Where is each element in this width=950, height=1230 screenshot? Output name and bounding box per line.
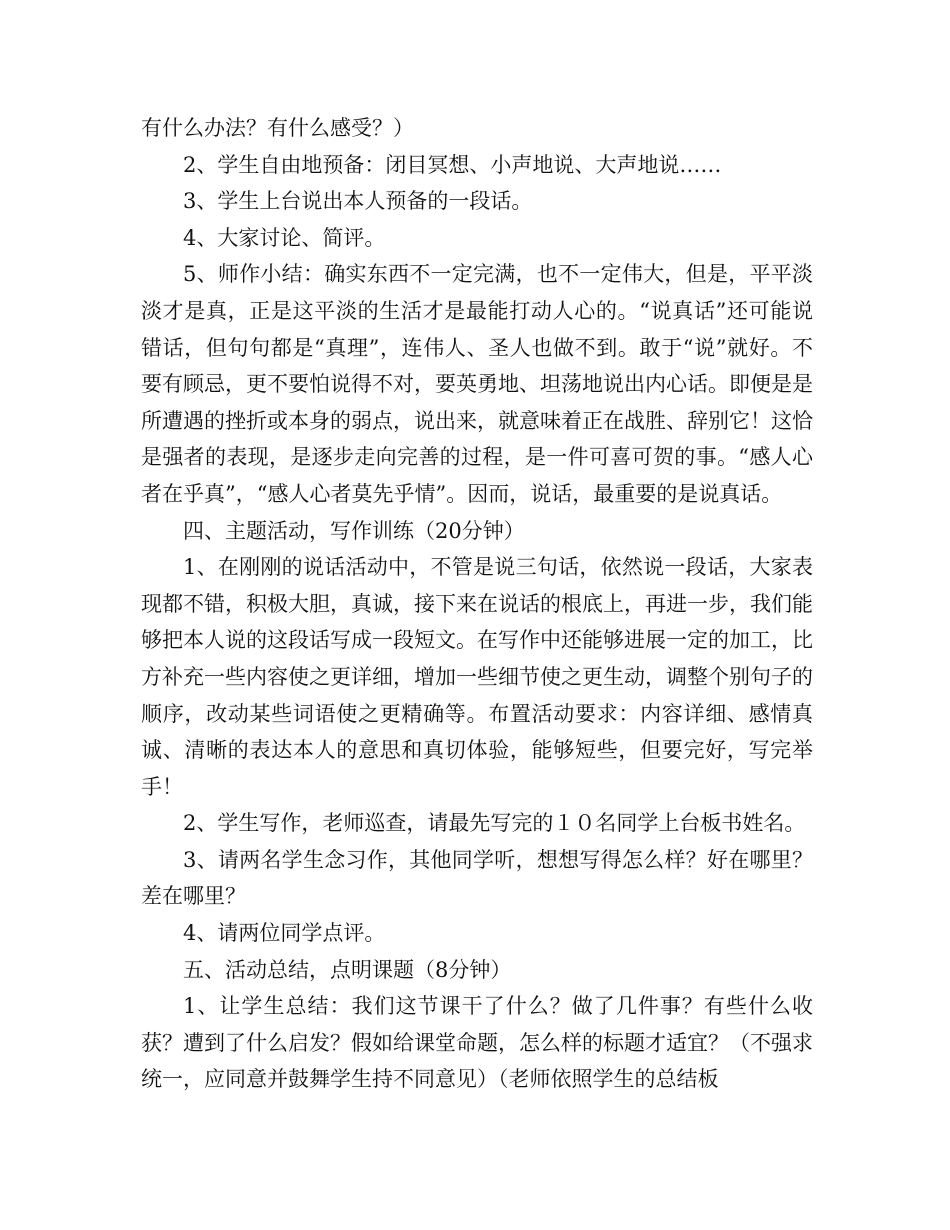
- section-heading-5: 五、活动总结，点明课题（8分钟）: [183, 957, 512, 982]
- paragraph-conclusion-1: 1、让学生总结：我们这节课干了什么？做了几件事？有些什么收获？遭到了什么启发？假如给课堂命题，怎么样的标题才适宜？（不强求统一，应同意并鼓舞学生持不同意见）（老师依照学生的总结板: [141, 994, 813, 1092]
- paragraph-step-3-speak: 3、学生上台说出本人预备的一段话。: [183, 189, 533, 214]
- paragraph-step-4-discuss: 4、大家讨论、简评。: [183, 225, 386, 250]
- document-body: [141, 110, 813, 1098]
- paragraph-continuation: 有什么办法？有什么感受？）: [141, 116, 414, 140]
- section-heading-4: 四、主题活动，写作训练（20分钟）: [183, 518, 525, 543]
- paragraph-step-5-summary: 5、师作小结：确实东西不一定完满，也不一定伟大，但是，平平淡淡才是真，正是这平淡的生活才是最能打动人心的。“说真话”还可能说错话，但句句都是“真理”，连伟人、圣人也做不到。敢于“说”就好。不要有顾忌，更不要怕说得不对，要英勇地、坦荡地说出内心话。即便是是所遭遇的挫折或本身的弱点，说出来，就意味着正在战胜、辞别它！这恰是强者的表现，是逐步走向完善的过程，是一件可喜可贺的事。“感人心者在乎真”，“感人心者莫先乎情”。因而，说话，最重要的是说真话。: [141, 262, 813, 506]
- paragraph-step-2-prepare: 2、学生自由地预备：闭目冥想、小声地说、大声地说……: [183, 152, 722, 177]
- paragraph-writing-4: 4、请两位同学点评。: [183, 921, 386, 946]
- paragraph-writing-3: 3、请两名学生念习作，其他同学听，想想写得怎么样？好在哪里？差在哪里？: [141, 847, 813, 909]
- paragraph-writing-2: 2、学生写作，老师巡查，请最先写完的１０名同学上台板书姓名。: [183, 811, 806, 836]
- paragraph-writing-1: 1、在刚刚的说话活动中，不管是说三句话，依然说一段话，大家表现都不错，积极大胆，真诚，接下来在说话的根底上，再进一步，我们能够把本人说的这段话写成一段短文。在写作中还能够进展一定的加工，比方补充一些内容使之更详细，增加一些细节使之更生动，调整个别句子的顺序，改动某些词语使之更精确等。布置活动要求：内容详细、感情真诚、清晰的表达本人的意思和真切体验，能够短些，但要完好，写完举手！: [141, 555, 813, 799]
